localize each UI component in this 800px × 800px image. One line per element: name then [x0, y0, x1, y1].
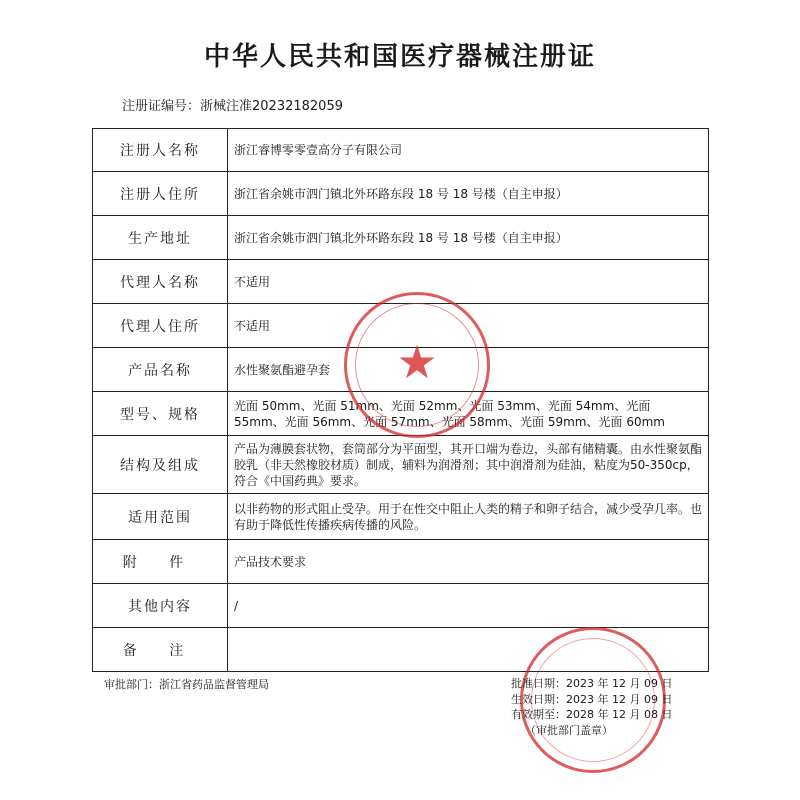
row-label: 代理人名称	[93, 260, 228, 304]
row-value: /	[228, 584, 709, 628]
row-label: 生产地址	[93, 216, 228, 260]
expiry-date: 有效期至：2028 年 12 月 08 日	[511, 708, 673, 721]
registration-number-line	[122, 95, 343, 114]
row-value: 水性聚氨酯避孕套	[228, 348, 709, 392]
row-value: 以非药物的形式阻止受孕。用于在性交中阻止人类的精子和卵子结合，减少受孕几率。也有助于降低性传播疾病传播的风险。	[228, 494, 709, 540]
row-label: 产品名称	[93, 348, 228, 392]
seal-star-icon: ★	[396, 335, 438, 389]
row-value: 产品技术要求	[228, 540, 709, 584]
registration-number-label: 注册证编号：	[122, 99, 201, 114]
date-block	[511, 676, 672, 738]
row-value: 浙江睿博零零壹高分子有限公司	[228, 129, 709, 172]
row-value: 不适用	[228, 260, 709, 304]
row-label: 备 注	[93, 628, 228, 672]
approval-date: 批准日期：2023 年 12 月 09 日	[511, 677, 673, 690]
row-value: 浙江省余姚市泗门镇北外环路东段 18 号 18 号楼（自主申报）	[228, 172, 709, 216]
effective-date: 生效日期：2023 年 12 月 09 日	[511, 692, 673, 706]
row-value: 光面 50mm、光面 51mm、光面 52mm、光面 53mm、光面 54mm、光面 55mm、光面 56mm、光面 57mm、光面 58mm、光面 59mm、光面 60mm	[228, 392, 709, 436]
row-label: 代理人住所	[93, 304, 228, 348]
row-value: 浙江省余姚市泗门镇北外环路东段 18 号 18 号楼（自主申报）	[228, 216, 709, 260]
certificate-title: 中华人民共和国医疗器械注册证	[203, 42, 596, 72]
row-label: 附 件	[93, 540, 228, 584]
table-row	[93, 584, 709, 628]
row-value: 产品为薄膜套状物，套筒部分为平面型，其开口端为卷边，头部有储精囊。由水性聚氨酯胶乳（非天然橡胶材质）制成，辅料为润滑剂；其中润滑剂为硅油，粘度为50-350cp，符合《中国药典》要求。	[228, 436, 709, 494]
approval-department-label: 审批部门：	[104, 678, 159, 691]
table-row	[93, 494, 709, 540]
row-label: 型号、规格	[93, 392, 228, 436]
row-label: 适用范围	[93, 494, 228, 540]
table-row	[93, 540, 709, 584]
approval-department-name: 浙江省药品监督管理局	[159, 678, 269, 691]
seal-note: （审批部门盖章）	[525, 723, 613, 737]
row-label: 结构及组成	[93, 436, 228, 494]
table-row	[93, 172, 709, 216]
company-seal	[344, 292, 490, 438]
table-row	[93, 216, 709, 260]
approval-department	[104, 676, 269, 692]
table-row	[93, 436, 709, 494]
row-label: 注册人名称	[93, 129, 228, 172]
row-label: 注册人住所	[93, 172, 228, 216]
table-row	[93, 129, 709, 172]
row-value: 不适用	[228, 304, 709, 348]
registration-number: 浙械注准20232182059	[200, 99, 343, 114]
row-label: 其他内容	[93, 584, 228, 628]
